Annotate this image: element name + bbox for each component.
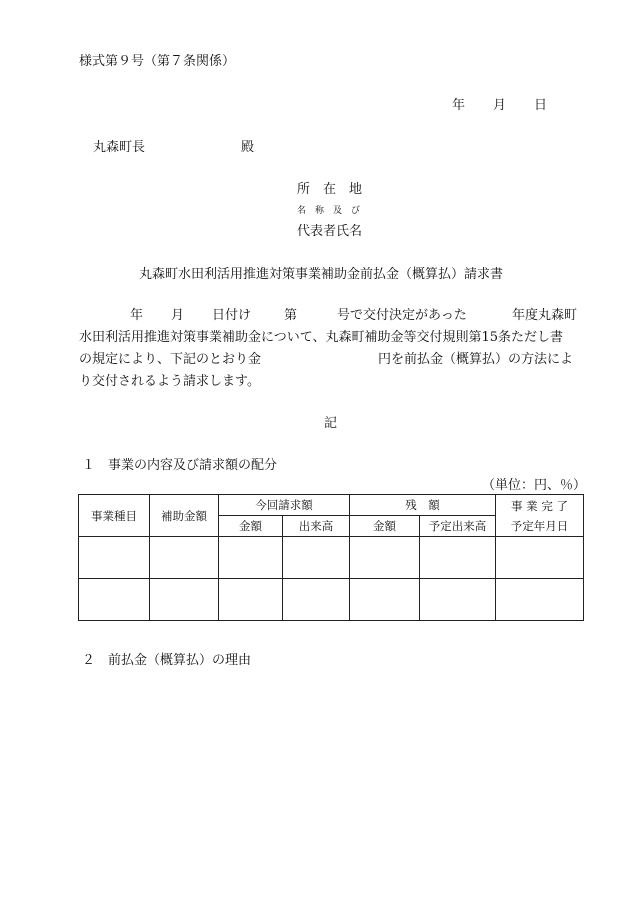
- table-cell[interactable]: [219, 537, 283, 579]
- body-line-2: 水田利活用推進対策事業補助金について、丸森町補助金等交付規則第15条ただし書: [79, 330, 564, 345]
- header-current-amount: 金額: [219, 516, 283, 537]
- header-remaining-amount: 金額: [350, 516, 420, 537]
- header-remaining: 残 額: [350, 495, 496, 516]
- header-completion-date: [496, 495, 584, 537]
- table-cell[interactable]: [150, 537, 219, 579]
- body-number-prefix: 第: [284, 308, 298, 323]
- date-day-label: 日: [534, 98, 548, 113]
- table-cell[interactable]: [420, 537, 496, 579]
- table-cell[interactable]: [79, 579, 150, 621]
- document-title: 丸森町水田利活用推進対策事業補助金前払金（概算払）請求書: [139, 267, 504, 282]
- table-row: [79, 579, 584, 621]
- header-current-progress: 出来高: [283, 516, 350, 537]
- unit-note: （単位：円、％）: [482, 478, 587, 493]
- table-cell[interactable]: [496, 537, 584, 579]
- section2-heading: ２ 前払金（概算払）の理由: [82, 653, 252, 668]
- table-cell[interactable]: [350, 537, 420, 579]
- table-cell[interactable]: [350, 579, 420, 621]
- body-line-3b: 円を前払金（概算払）の方法によ: [378, 352, 574, 367]
- header-subsidy-amount: 補助金額: [150, 495, 219, 537]
- header-planned-progress: 予定出来高: [420, 516, 496, 537]
- addressee-name: 丸森町長: [93, 140, 146, 155]
- body-fiscal-year: 年度丸森町: [512, 308, 578, 323]
- table-cell[interactable]: [283, 537, 350, 579]
- table-cell[interactable]: [79, 537, 150, 579]
- header-business-type: 事業種目: [79, 495, 150, 537]
- form-number: 様式第９号（第７条関係）: [79, 54, 236, 69]
- body-line-3a: の規定により、下記のとおり金: [79, 352, 262, 367]
- date-month-label: 月: [493, 98, 507, 113]
- table-cell[interactable]: [219, 579, 283, 621]
- completion-line-2: 予定年月日: [510, 518, 569, 533]
- representative-label: 代表者氏名: [297, 224, 363, 239]
- body-month: 月: [171, 308, 185, 323]
- table-row: [79, 537, 584, 579]
- allocation-table: [78, 494, 584, 621]
- table-cell[interactable]: [150, 579, 219, 621]
- table-cell[interactable]: [283, 579, 350, 621]
- name-and-label: 名 称 及 び: [297, 206, 361, 216]
- body-date-suffix: 日付け: [212, 308, 252, 323]
- table-cell[interactable]: [496, 579, 584, 621]
- body-decision-text: 号で交付決定があった: [337, 308, 467, 323]
- ki-marker: 記: [324, 416, 338, 431]
- table-cell[interactable]: [420, 579, 496, 621]
- completion-line-1: 事 業 完 了: [511, 498, 568, 513]
- address-label: 所 在 地: [297, 182, 363, 197]
- header-current-request: 今回請求額: [219, 495, 350, 516]
- date-year-label: 年: [452, 98, 466, 113]
- body-year: 年: [130, 308, 144, 323]
- addressee-honorific: 殿: [241, 140, 255, 155]
- section1-heading: １ 事業の内容及び請求額の配分: [82, 458, 278, 473]
- body-line-4: り交付されるよう請求します。: [79, 374, 260, 389]
